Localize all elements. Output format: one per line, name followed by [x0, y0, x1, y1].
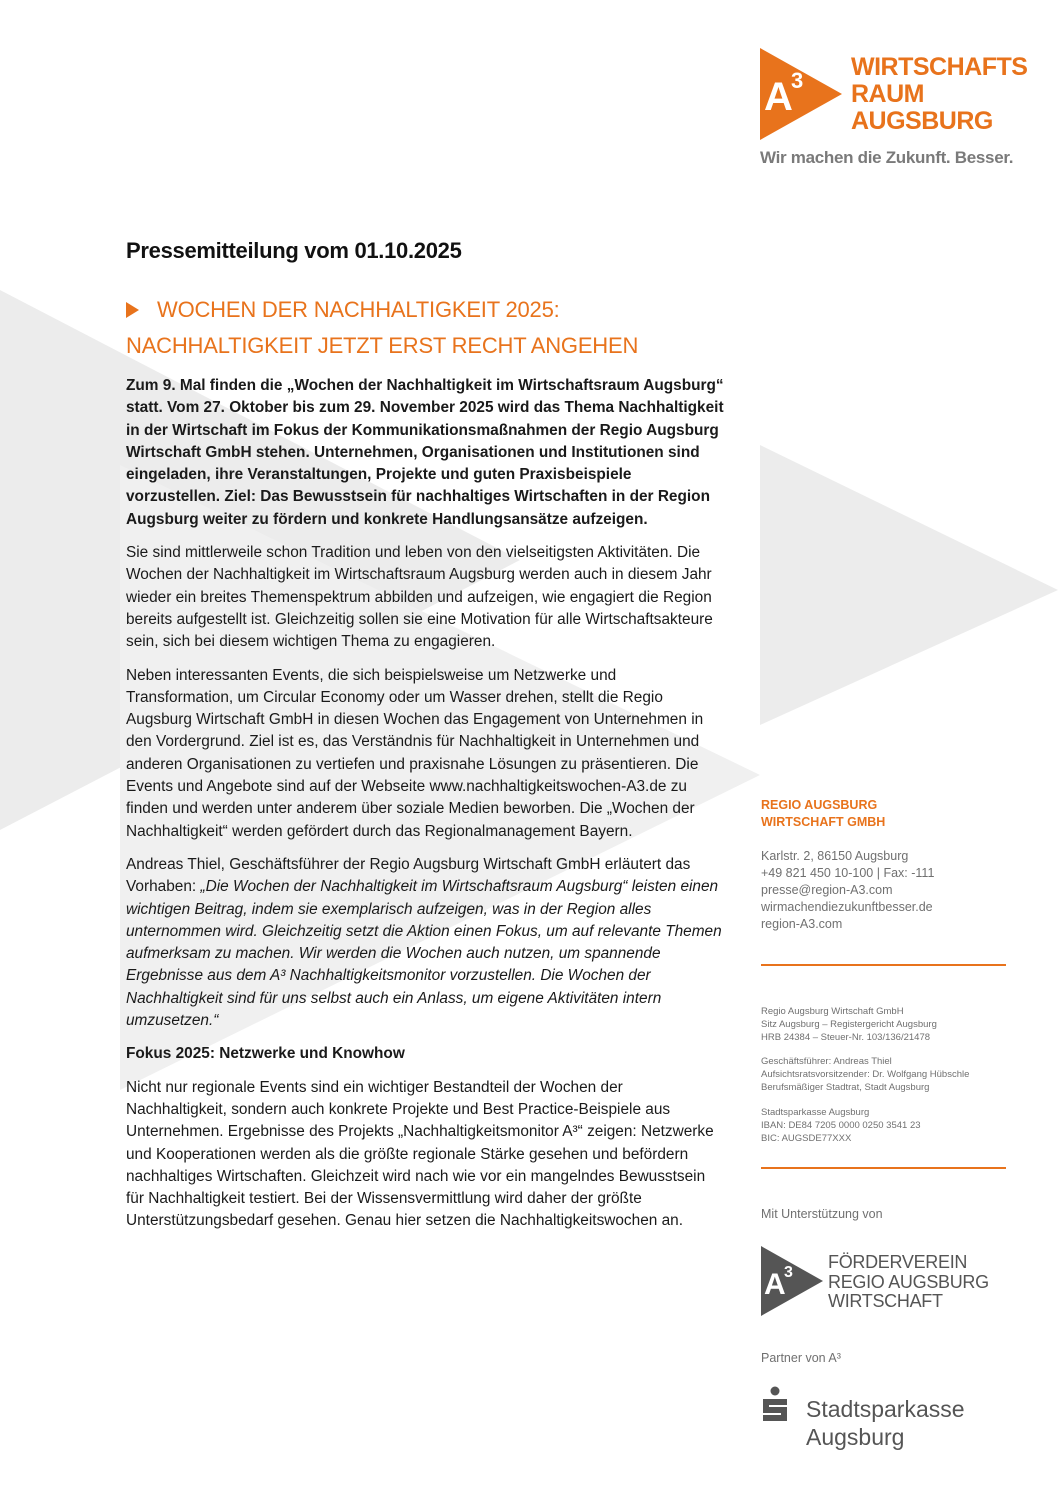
legal-line: IBAN: DE84 7205 0000 0250 3541 23 — [761, 1120, 921, 1131]
quote-text: „Die Wochen der Nachhaltigkeit im Wirtschaftsraum Augsburg“ leisten einen wichtigen Beitrag, indem sie exemplarisch aufzeigen, was in der Region alles unternommen wird. Gleichzeitig setzt die Aktion einen Fokus, um auf relevante Themen aufmerksam zu machen. Wir werden die Wochen auch nutzen, um spannende Ergebnisse aus dem A³ Nachhaltigkeitsmonitor vorzustellen. Die Wochen der Nachhaltigkeit sind für uns selbst auch ein Anlass, um eigene Aktivitäten intern umzusetzen.“ — [126, 878, 722, 1030]
foerderverein-line-3: WIRTSCHAFT — [828, 1291, 943, 1311]
legal-line: Aufsichtsratsvorsitzender: Dr. Wolfgang Hübschle — [761, 1069, 970, 1080]
headline-row-2 — [126, 328, 638, 364]
sidebar-legal-management — [761, 1055, 969, 1094]
legal-line: HRB 24384 – Steuer-Nr. 103/136/21478 — [761, 1032, 931, 1043]
svg-text:3: 3 — [791, 68, 804, 93]
foerderverein-wordmark — [828, 1253, 989, 1312]
legal-line: Stadtsparkasse Augsburg — [761, 1107, 870, 1118]
legal-line: Geschäftsführer: Andreas Thiel — [761, 1056, 892, 1067]
logo-wordmark — [851, 54, 1027, 135]
sidebar-divider-1 — [761, 964, 1006, 966]
legal-line: Berufsmäßiger Stadtrat, Stadt Augsburg — [761, 1082, 930, 1093]
foerderverein-logo-icon — [759, 1246, 823, 1316]
headline — [126, 292, 638, 364]
svg-text:A: A — [764, 75, 793, 119]
article-body — [126, 375, 726, 1244]
contact-email-link[interactable]: presse@region-A3.com — [761, 883, 893, 897]
sidebar-legal-bank — [761, 1106, 921, 1145]
sparkasse-line-2: Augsburg — [806, 1424, 905, 1450]
sidebar-legal-registration — [761, 1005, 937, 1044]
logo-line-1: WIRTSCHAFTS — [851, 53, 1028, 81]
legal-line: Sitz Augsburg – Registergericht Augsburg — [761, 1019, 937, 1030]
sparkasse-logo-icon — [760, 1386, 790, 1424]
foerderverein-line-1: FÖRDERVEREIN — [828, 1252, 968, 1272]
headline-line-2: NACHHALTIGKEIT JETZT ERST RECHT ANGEHEN — [126, 333, 639, 358]
svg-text:A: A — [764, 1268, 786, 1301]
lead-paragraph: Zum 9. Mal finden die „Wochen der Nachhaltigkeit im Wirtschaftsraum Augsburg“ statt. Vom 27. Oktober bis zum 29. November 2025 wird das Thema Nachhaltigkeit in der Wirtschaft im Fokus der Kommunikationsmaßnahmen der Regio Augsburg Wirtschaft GmbH stehen. Unternehmen, Organisationen und Institutionen sind eingeladen, ihre Veranstaltungen, Projekte und guten Praxisbeispiele vorzustellen. Ziel: Das Bewusstsein für nachhaltiges Wirtschaften in der Region Augsburg weiter zu fördern und konkrete Handlungsansätze aufzeigen. — [126, 377, 724, 528]
paragraph-3: Neben interessanten Events, die sich beispielsweise um Netzwerke und Transformation, um Circular Economy oder um Wasser drehen, stellt die Regio Augsburg Wirtschaft GmbH in diesen Wochen das Engagement von Unternehmen in den Vordergrund. Ziel ist es, das Verständnis für Nachhaltigkeit in Unternehmen und anderen Organisationen zu vertiefen und praxisnahe Lösungen zu präsentieren. Die Events und Angebote sind auf der Webseite www.nachhaltigkeitswochen-A3.de zu finden und werden unter anderem über soziale Medien beworben. Die „Wochen der Nachhaltigkeit“ werden gefördert durch das Regionalmanagement Bayern. — [126, 666, 704, 840]
section-subheading: Fokus 2025: Netzwerke und Knowhow — [126, 1045, 405, 1063]
headline-line-1: WOCHEN DER NACHHALTIGKEIT 2025: — [157, 297, 560, 322]
legal-line: Regio Augsburg Wirtschaft GmbH — [761, 1006, 904, 1017]
logo-line-3: AUGSBURG — [851, 107, 993, 135]
logo-tagline: Wir machen die Zukunft. Besser. — [760, 148, 1014, 167]
sidebar-divider-2 — [761, 1167, 1006, 1169]
headline-row-1 — [126, 292, 638, 328]
company-line-1: REGIO AUGSBURG — [761, 798, 878, 812]
a3-logo-icon — [758, 48, 842, 140]
sparkasse-line-1: Stadtsparkasse — [806, 1396, 965, 1422]
foerderverein-line-2: REGIO AUGSBURG — [828, 1271, 989, 1292]
sidebar-contact — [761, 848, 934, 933]
sidebar-company-name — [761, 797, 885, 831]
contact-website-link-2[interactable]: region-A3.com — [761, 917, 843, 931]
sparkasse-wordmark — [806, 1395, 965, 1451]
paragraph-5: Nicht nur regionale Events sind ein wichtiger Bestandteil der Wochen der Nachhaltigkeit, sondern auch konkrete Projekte und Best Practice-Beispiele aus Unternehmen. Ergebnisse des Projekts „Nachhaltigkeitsmonitor A³“ zeigen: Netzwerke und Kooperationen werden als die größte regionale Stärke gesehen und befördern nachhaltiges Wirtschaften. Gleichzeit wird nach wie vor ein mangelndes Bewusstsein für Nachhaltigkeit testiert. Bei der Wissensvermittlung wird daher der größte Unterstützungsbedarf gesehen. Genau hier setzen die Nachhaltigkeitswochen an. — [126, 1078, 714, 1230]
svg-text:3: 3 — [784, 1264, 793, 1281]
contact-phone: +49 821 450 10-100 | Fax: -111 — [761, 866, 935, 880]
logo-line-2: RAUM — [851, 80, 924, 108]
contact-address: Karlstr. 2, 86150 Augsburg — [761, 849, 909, 863]
company-line-2: WIRTSCHAFT GMBH — [761, 815, 886, 829]
support-label: Mit Unterstützung von — [761, 1207, 883, 1221]
legal-line: BIC: AUGSDE77XXX — [761, 1133, 852, 1144]
paragraph-4 — [126, 854, 726, 1032]
partner-label: Partner von A³ — [761, 1351, 841, 1365]
quote-intro: Andreas Thiel, Geschäftsführer der Regio Augsburg Wirtschaft GmbH erläutert das Vorhaben: — [126, 855, 691, 896]
triangle-bullet-icon — [126, 302, 139, 318]
press-release-title: Pressemitteilung vom 01.10.2025 — [126, 238, 462, 263]
paragraph-2: Sie sind mittlerweile schon Tradition und leben von den vielseitigsten Aktivitäten. Die Wochen der Nachhaltigkeit im Wirtschaftsraum Augsburg werden auch in diesem Jahr wieder ein breites Themenspektrum abbilden und aufzeigen, wie engagiert die Region bereits aufgestellt ist. Gleichzeitig sollen sie eine Motivation für alle Wirtschaftsakteure sein, sich bei diesem wichtigen Thema zu engagieren. — [126, 544, 713, 651]
contact-website-link-1[interactable]: wirmachendiezukunftbesser.de — [761, 900, 933, 914]
